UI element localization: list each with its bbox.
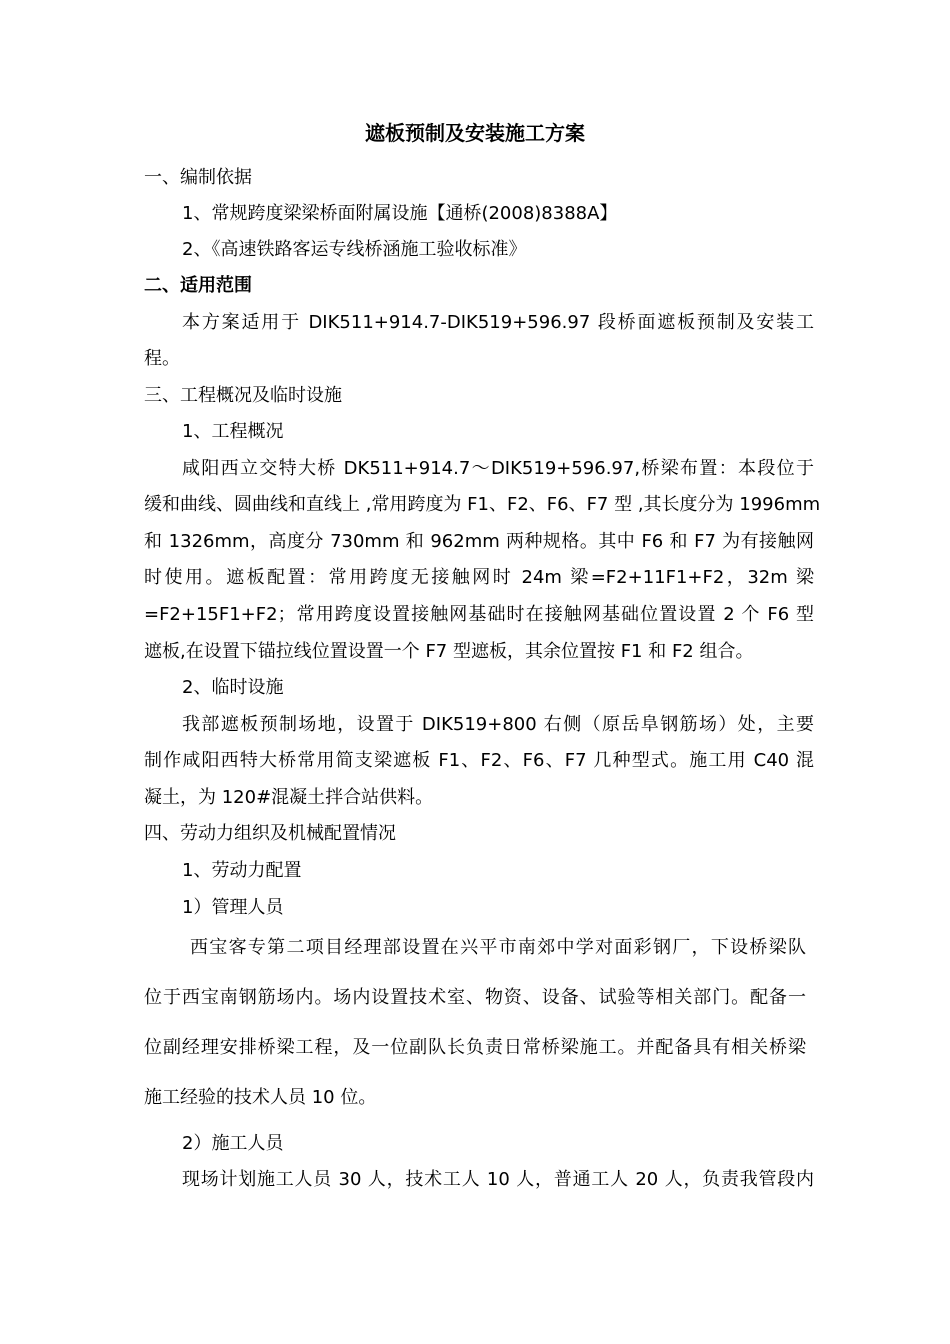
facilities-paragraph-line: 凝土，为 120#混凝土拌合站供料。: [144, 787, 434, 808]
basis-item-2: 2、《高速铁路客运专线桥涵施工验收标准》: [182, 239, 527, 260]
overview-paragraph-line: 遮板,在设置下锚拉线位置设置一个 F7 型遮板，其余位置按 F1 和 F2 组合。: [144, 641, 754, 662]
overview-paragraph-line: 时使用。遮板配置：常用跨度无接触网时 24m 梁=F2+11F1+F2，32m 梁: [144, 567, 814, 588]
scope-paragraph-line: 本方案适用于 DIK511+914.7-DIK519+596.97 段桥面遮板预制及安装工: [182, 312, 814, 333]
management-paragraph-line: 位副经理安排桥梁工程，及一位副队长负责日常桥梁施工。并配备具有相关桥梁: [144, 1037, 806, 1058]
scope-paragraph-line: 程。: [144, 348, 180, 369]
document-title: 遮板预制及安装施工方案: [365, 121, 585, 145]
section-heading-overview: 三、工程概况及临时设施: [144, 385, 342, 406]
basis-item-1: 1、常规跨度梁梁桥面附属设施【通桥(2008)8388A】: [182, 203, 618, 224]
overview-paragraph-line: 缓和曲线、圆曲线和直线上 ,常用跨度为 F1、F2、F6、F7 型 ,其长度分为 1996mm: [144, 494, 821, 515]
construction-paragraph-line: 现场计划施工人员 30 人，技术工人 10 人，普通工人 20 人，负责我管段内: [182, 1169, 814, 1190]
subheading-labor-allocation: 1、劳动力配置: [182, 860, 302, 881]
overview-paragraph-line: 咸阳西立交特大桥 DK511+914.7～DIK519+596.97,桥梁布置：本段位于: [182, 458, 814, 479]
subheading-construction-staff: 2）施工人员: [182, 1133, 284, 1154]
overview-paragraph-line: =F2+15F1+F2；常用跨度设置接触网基础时在接触网基础位置设置 2 个 F6 型: [144, 604, 814, 625]
subheading-project-overview: 1、工程概况: [182, 421, 284, 442]
section-heading-labor: 四、劳动力组织及机械配置情况: [144, 823, 396, 844]
section-heading-scope: 二、适用范围: [144, 275, 252, 296]
management-paragraph-line: 施工经验的技术人员 10 位。: [144, 1087, 377, 1108]
facilities-paragraph-line: 制作咸阳西特大桥常用简支梁遮板 F1、F2、F6、F7 几种型式。施工用 C40 混: [144, 750, 814, 771]
facilities-paragraph-line: 我部遮板预制场地，设置于 DIK519+800 右侧（原岳阜钢筋场）处，主要: [182, 714, 814, 735]
section-heading-basis: 一、编制依据: [144, 167, 252, 188]
management-paragraph-line: 西宝客专第二项目经理部设置在兴平市南郊中学对面彩钢厂，下设桥梁队: [190, 937, 806, 958]
overview-paragraph-line: 和 1326mm，高度分 730mm 和 962mm 两种规格。其中 F6 和 F7 为有接触网: [144, 531, 814, 552]
subheading-management-staff: 1）管理人员: [182, 897, 284, 918]
subheading-temporary-facilities: 2、临时设施: [182, 677, 284, 698]
management-paragraph-line: 位于西宝南钢筋场内。场内设置技术室、物资、设备、试验等相关部门。配备一: [144, 987, 806, 1008]
